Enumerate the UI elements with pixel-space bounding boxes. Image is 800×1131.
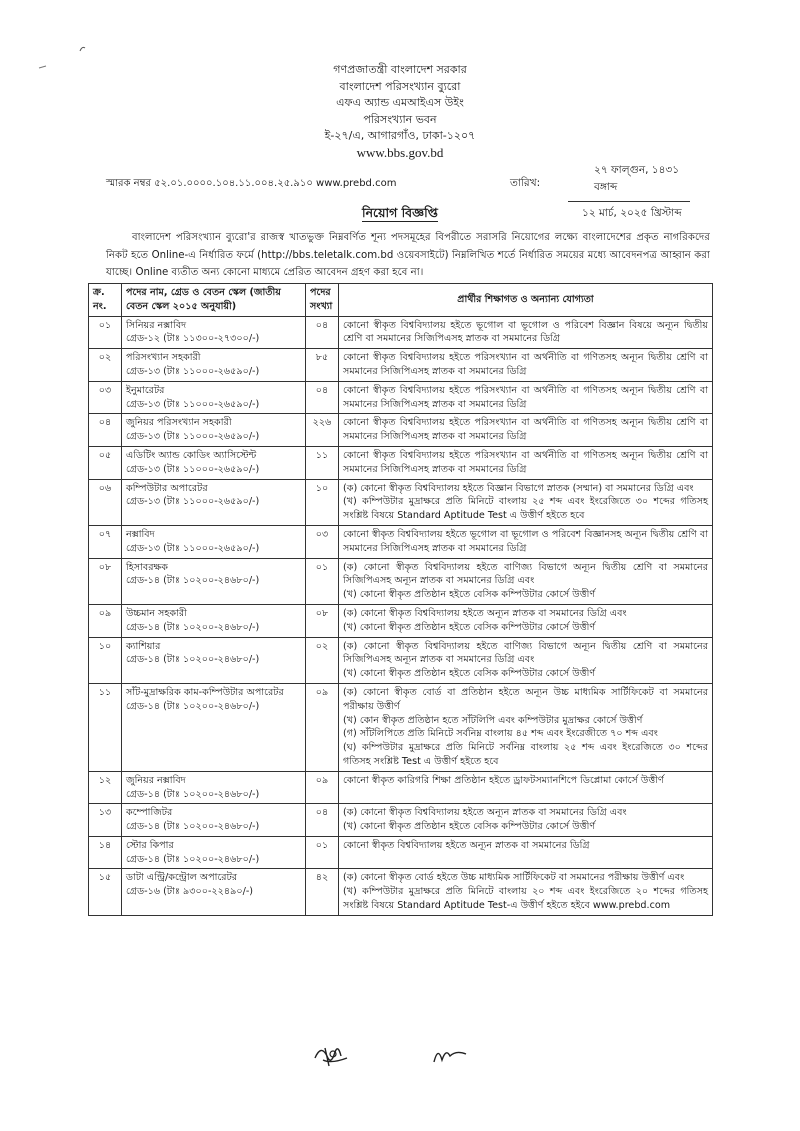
qualification-line: (ক) কোনো স্বীকৃত বিশ্ববিদ্যালয় হইতে বাণিজ্য বিভাগে অন্যূন দ্বিতীয় শ্রেণি বা সমমানের সিজিপিএসহ অন্যূন স্নাতক বা সমমানের ডিগ্রি এবং bbox=[343, 561, 708, 587]
qualification-line: (ক) কোনো স্বীকৃত বিশ্ববিদ্যালয় হইতে বাণিজ্য বিভাগে অন্যূন দ্বিতীয় শ্রেণি বা সমমানের সিজিপিএসহ অন্যূন স্নাতক বা সমমানের ডিগ্রি এবং bbox=[343, 640, 708, 666]
cell-serial: ০৮ bbox=[89, 558, 122, 604]
cell-serial: ০৯ bbox=[89, 604, 122, 637]
cell-post-count: ০১ bbox=[306, 836, 339, 869]
post-name: পরিসংখ্যান সহকারী bbox=[126, 352, 201, 364]
qualification-line: কোনো স্বীকৃত বিশ্ববিদ্যালয় হইতে পরিসংখ্যান বা অর্থনীতি বা গণিতসহ অন্যূন দ্বিতীয় শ্রেণি বা সমমানের সিজিপিএসহ স্নাতক বা সমমানের ডিগ্রি bbox=[343, 352, 708, 377]
post-grade: গ্রেড-১৩ (টাঃ ১১০০০-২৬৫৯০/-) bbox=[126, 365, 260, 377]
intro-paragraph: বাংলাদেশ পরিসংখ্যান ব্যুরো'র রাজস্ব খাতভুক্ত নিম্নবর্ণিত শূন্য পদসমূহের বিপরীতে সরাসরি নিয়োগের লক্ষ্যে বাংলাদেশের প্রকৃত নাগরিকদের নিকট হতে Online-এ নির্ধারিত ফর্মে (http://bbs.teletalk.com.bd ওয়েবসাইটে) নিম্নলিখিত শর্তে নির্ধারিত সময়ের মধ্যে আবেদনপত্র আহ্বান করা যাচ্ছে। Online ব্যতীত অন্য কোনো মাধ্যমে প্রেরিত আবেদন গ্রহণ করা হবে না। bbox=[106, 232, 710, 278]
cell-serial: ১০ bbox=[89, 637, 122, 683]
post-name: সিনিয়র নক্সাবিদ bbox=[126, 319, 187, 331]
vacancy-table-wrapper bbox=[88, 283, 712, 916]
post-grade: গ্রেড-১৪ (টাঃ ১০২০০-২৪৬৮০/-) bbox=[126, 575, 260, 587]
post-name: জুনিয়র নক্সাবিদ bbox=[126, 774, 186, 786]
memo-reference: স্মারক নম্বর ৫২.০১.০০০০.১০৪.১১.০০৪.২৫.৯১০ www.prebd.com bbox=[106, 178, 397, 189]
qualification-line: (খ) কম্পিউটার মুদ্রাক্ষরে প্রতি মিনিটে বাংলায় ২০ শব্দ এবং ইংরেজিতে ২০ শব্দের গতিসহ সংশ্লিষ্ট বিষয়ে Standard Aptitude Test-এ উত্তীর্ণ হইতে হইবে www.prebd.com bbox=[343, 886, 708, 912]
date-bengali: ২৭ ফাল্গুন, ১৪৩১ বঙ্গাব্দ bbox=[568, 163, 690, 202]
header-qualification: প্রার্থীর শিক্ষাগত ও অন্যান্য যোগ্যতা bbox=[339, 284, 713, 317]
post-grade: গ্রেড-১৩ (টাঃ ১১০০০-২৬৫৯০/-) bbox=[126, 398, 260, 410]
cell-post-count: ০৮ bbox=[306, 604, 339, 637]
cell-qualification bbox=[339, 414, 713, 447]
post-grade: গ্রেড-১৪ (টাঃ ১০২০০-২৪৬৮০/-) bbox=[126, 700, 260, 712]
cell-post-count: ০৯ bbox=[306, 771, 339, 804]
qualification-line: (খ) কম্পিউটার মুদ্রাক্ষরে প্রতি মিনিটে বাংলায় ২৫ শব্দ এবং ইংরেজিতে ৩০ শব্দের গতিসহ সংশ্লিষ্ট বিষয়ে Standard Aptitude Test এ উত্তীর্ণ হইতে হবে bbox=[343, 496, 708, 522]
date-gregorian: ১২ মার্চ, ২০২৫ খ্রিস্টাব্দ bbox=[582, 207, 682, 219]
table-row bbox=[89, 604, 713, 637]
post-name: হিসাবরক্ষক bbox=[126, 561, 169, 573]
cell-post-count: ১১ bbox=[306, 446, 339, 479]
qualification-line: (গ) সাঁটলিপিতে প্রতি মিনিটে সর্বনিম্ন বাংলায় ৪৫ শব্দ এবং ইংরেজীতে ৭০ শব্দ এবং bbox=[343, 728, 658, 740]
qualification-line: কোনো স্বীকৃত বিশ্ববিদ্যালয় হইতে পরিসংখ্যান বা অর্থনীতি বা গণিতসহ অন্যূন দ্বিতীয় শ্রেণি বা সমমানের সিজিপিএসহ স্নাতক বা সমমানের ডিগ্রি bbox=[343, 449, 708, 475]
table-row bbox=[89, 381, 713, 414]
post-name: জুনিয়র পরিসংখ্যান সহকারী bbox=[126, 417, 232, 429]
post-grade: গ্রেড-১৪ (টাঃ ১০২০০-২৪৬৮০/-) bbox=[126, 654, 260, 666]
cell-post bbox=[122, 558, 306, 604]
qualification-line: কোনো স্বীকৃত বিশ্ববিদ্যালয় হইতে অন্যূন স্নাতক বা সমমানের ডিগ্রি bbox=[343, 839, 590, 851]
cell-qualification bbox=[339, 479, 713, 525]
cell-serial: ১৪ bbox=[89, 836, 122, 869]
qualification-line: (খ) কোনো স্বীকৃত প্রতিষ্ঠান হইতে বেসিক কম্পিউটার কোর্সে উত্তীর্ণ bbox=[343, 589, 596, 601]
cell-post-count: ০৪ bbox=[306, 804, 339, 837]
table-row bbox=[89, 869, 713, 915]
qualification-line: কোনো স্বীকৃত বিশ্ববিদ্যালয় হইতে পরিসংখ্যান বা অর্থনীতি বা গণিতসহ অন্যূন দ্বিতীয় শ্রেণি বা সমমানের সিজিপিএসহ স্নাতক বা সমমানের ডিগ্রি bbox=[343, 384, 708, 410]
letterhead-line-address: ই-২৭/এ, আগারগাঁও, ঢাকা-১২০৭ bbox=[324, 129, 476, 143]
cell-serial: ১২ bbox=[89, 771, 122, 804]
post-grade: গ্রেড-১৪ (টাঃ ১০২০০-২৪৬৮০/-) bbox=[126, 788, 260, 800]
cell-post bbox=[122, 446, 306, 479]
post-name: ক্যাশিয়ার bbox=[126, 640, 161, 652]
notice-title-text: নিয়োগ বিজ্ঞপ্তি bbox=[362, 205, 438, 220]
table-row bbox=[89, 349, 713, 382]
qualification-line: (ঘ) কম্পিউটার মুদ্রাক্ষরে প্রতি মিনিটে সর্বনিম্ন বাংলায় ২৫ শব্দ এবং ইংরেজিতে ৩০ শব্দের গতিসহ সংশ্লিষ্ট Test এ উত্তীর্ণ হইতে হবে bbox=[343, 742, 708, 767]
cell-qualification bbox=[339, 316, 713, 349]
cell-post-count: ০২ bbox=[306, 637, 339, 683]
post-grade: গ্রেড-১৩ (টাঃ ১১০০০-২৬৫৯০/-) bbox=[126, 542, 260, 554]
cell-serial: ১১ bbox=[89, 683, 122, 771]
post-grade: গ্রেড-১৩ (টাঃ ১১০০০-২৬৫৯০/-) bbox=[126, 431, 260, 443]
table-row bbox=[89, 525, 713, 558]
qualification-line: (খ) কোনো স্বীকৃত প্রতিষ্ঠান হইতে বেসিক কম্পিউটার কোর্সে উত্তীর্ণ bbox=[343, 821, 596, 833]
qualification-line: (খ) কোনো স্বীকৃত প্রতিষ্ঠান হইতে বেসিক কম্পিউটার কোর্সে উত্তীর্ণ bbox=[343, 668, 596, 680]
qualification-line: কোনো স্বীকৃত বিশ্ববিদ্যালয় হইতে ভূগোল বা ভূগোল ও পরিবেশ বিজ্ঞান বিষয়ে অন্যূন দ্বিতীয় শ্রেণি বা সমমানের সিজিপিএসহ স্নাতক বা সমমানের ডিগ্রি bbox=[343, 319, 708, 345]
post-name: কম্পোজিটর bbox=[126, 807, 173, 819]
qualification-line: (খ) কোনো স্বীকৃত প্রতিষ্ঠান হইতে বেসিক কম্পিউটার কোর্সে উত্তীর্ণ bbox=[343, 621, 596, 633]
cell-qualification bbox=[339, 637, 713, 683]
cell-post bbox=[122, 479, 306, 525]
cell-qualification bbox=[339, 525, 713, 558]
cell-post-count: ০৩ bbox=[306, 525, 339, 558]
cell-serial: ০৩ bbox=[89, 381, 122, 414]
qualification-line: কোনো স্বীকৃত কারিগরি শিক্ষা প্রতিষ্ঠান হইতে ড্রাফটসম্যানশিপে ডিপ্লোমা কোর্সে উত্তীর্ণ bbox=[343, 774, 664, 786]
cell-post-count: ১০ bbox=[306, 479, 339, 525]
header-serial: ক্র. নং. bbox=[89, 284, 122, 317]
cell-qualification bbox=[339, 349, 713, 382]
cell-post bbox=[122, 525, 306, 558]
qualification-line: কোনো স্বীকৃত বিশ্ববিদ্যালয় হইতে ভূগোল বা ভূগোল ও পরিবেশ বিজ্ঞানসহ অন্যূন দ্বিতীয় শ্রেণি বা সমমানের সিজিপিএসহ স্নাতক বা সমমানের ডিগ্রি bbox=[343, 528, 708, 554]
post-name: সাঁট-মুদ্রাক্ষরিক কাম-কম্পিউটার অপারেটর bbox=[126, 686, 284, 698]
header-post-count: পদের সংখ্যা bbox=[306, 284, 339, 317]
cell-qualification bbox=[339, 771, 713, 804]
table-row bbox=[89, 637, 713, 683]
post-grade: গ্রেড-১৪ (টাঃ ১০২০০-২৪৬৮০/-) bbox=[126, 853, 260, 865]
letterhead-line-government: গণপ্রজাতন্ত্রী বাংলাদেশ সরকার bbox=[333, 63, 467, 76]
cell-post-count: ০৯ bbox=[306, 683, 339, 771]
cell-post bbox=[122, 869, 306, 915]
table-row bbox=[89, 316, 713, 349]
cell-post-count: ৮৫ bbox=[306, 349, 339, 382]
cell-post bbox=[122, 414, 306, 447]
post-grade: গ্রেড-১৬ (টাঃ ৯৩০০-২২৪৯০/-) bbox=[126, 886, 254, 898]
table-row bbox=[89, 771, 713, 804]
cell-post bbox=[122, 771, 306, 804]
post-grade: গ্রেড-১৪ (টাঃ ১০২০০-২৪৬৮০/-) bbox=[126, 621, 260, 633]
cell-serial: ১৫ bbox=[89, 869, 122, 915]
table-row bbox=[89, 446, 713, 479]
qualification-line: (ক) কোনো স্বীকৃত বিশ্ববিদ্যালয় হইতে অন্যূন স্নাতক বা সমমানের ডিগ্রি এবং bbox=[343, 807, 627, 819]
cell-post bbox=[122, 349, 306, 382]
cell-post-count: ২২৬ bbox=[306, 414, 339, 447]
cell-serial: ০১ bbox=[89, 316, 122, 349]
letterhead-line-wing: এফএ অ্যান্ড এমআইএস উইং bbox=[336, 96, 464, 110]
cell-post bbox=[122, 637, 306, 683]
cell-post bbox=[122, 683, 306, 771]
post-grade: গ্রেড-১৩ (টাঃ ১১০০০-২৬৫৯০/-) bbox=[126, 463, 260, 475]
header-post-name: পদের নাম, গ্রেড ও বেতন স্কেল (জাতীয় বেতন স্কেল ২০১৫ অনুযায়ী) bbox=[122, 284, 306, 317]
notice-title bbox=[0, 205, 800, 225]
table-row bbox=[89, 836, 713, 869]
cell-serial: ০৪ bbox=[89, 414, 122, 447]
signature-mark bbox=[311, 1040, 353, 1070]
table-row bbox=[89, 683, 713, 771]
post-name: স্টোর কিপার bbox=[126, 839, 174, 851]
letterhead bbox=[0, 62, 800, 162]
cell-qualification bbox=[339, 446, 713, 479]
post-name: উচ্চমান সহকারী bbox=[126, 607, 187, 619]
cell-qualification bbox=[339, 804, 713, 837]
cell-qualification bbox=[339, 604, 713, 637]
post-grade: গ্রেড-১৪ (টাঃ ১০২০০-২৪৬৮০/-) bbox=[126, 821, 260, 833]
cell-post bbox=[122, 316, 306, 349]
cell-qualification bbox=[339, 558, 713, 604]
cell-post-count: ৪২ bbox=[306, 869, 339, 915]
cell-post-count: ০৪ bbox=[306, 381, 339, 414]
cell-qualification bbox=[339, 683, 713, 771]
cell-serial: ০৬ bbox=[89, 479, 122, 525]
cell-post bbox=[122, 804, 306, 837]
letterhead-line-building: পরিসংখ্যান ভবন bbox=[363, 112, 437, 126]
cell-qualification bbox=[339, 836, 713, 869]
qualification-line: কোনো স্বীকৃত বিশ্ববিদ্যালয় হইতে পরিসংখ্যান বা অর্থনীতি বা গণিতসহ অন্যূন দ্বিতীয় শ্রেণি বা সমমানের সিজিপিএসহ স্নাতক বা সমমানের ডিগ্রি bbox=[343, 417, 708, 443]
ink-dot-mark bbox=[79, 45, 87, 53]
cell-serial: ০২ bbox=[89, 349, 122, 382]
cell-qualification bbox=[339, 869, 713, 915]
cell-qualification bbox=[339, 381, 713, 414]
initials-mark bbox=[430, 1040, 470, 1066]
table-body bbox=[89, 316, 713, 915]
cell-serial: ০৫ bbox=[89, 446, 122, 479]
cell-post bbox=[122, 604, 306, 637]
table-row bbox=[89, 804, 713, 837]
post-grade: গ্রেড-১৩ (টাঃ ১১০০০-২৬৫৯০/-) bbox=[126, 496, 260, 508]
post-name: নক্সাবিদ bbox=[126, 528, 155, 540]
table-row bbox=[89, 558, 713, 604]
qualification-line: (ক) কোনো স্বীকৃত বোর্ড বা প্রতিষ্ঠান হইতে অন্যূন উচ্চ মাধ্যমিক সার্টিফিকেট বা সমমানের পরীক্ষায় উত্তীর্ণ bbox=[343, 686, 708, 712]
post-name: এডিটিং অ্যান্ড কোডিং অ্যাসিস্টেন্ট bbox=[126, 449, 257, 461]
table-header-row bbox=[89, 284, 713, 317]
table-row bbox=[89, 479, 713, 525]
cell-post bbox=[122, 836, 306, 869]
cell-serial: ০৭ bbox=[89, 525, 122, 558]
cell-post bbox=[122, 381, 306, 414]
letterhead-line-bureau: বাংলাদেশ পরিসংখ্যান ব্যুরো bbox=[339, 79, 461, 93]
letterhead-website: www.bbs.gov.bd bbox=[356, 144, 444, 160]
qualification-line: (ক) কোনো স্বীকৃত বিশ্ববিদ্যালয় হইতে বিজ্ঞান বিভাগে স্নাতক (সম্মান) বা সমমানের ডিগ্রি এবং bbox=[343, 482, 694, 494]
post-grade: গ্রেড-১২ (টাঃ ১১৩০০-২৭৩০০/-) bbox=[126, 333, 260, 345]
post-name: ডাটা এন্ট্রি/কন্ট্রোল অপারেটর bbox=[126, 872, 238, 884]
cell-serial: ১৩ bbox=[89, 804, 122, 837]
qualification-line: (খ) কোন স্বীকৃত প্রতিষ্ঠান হতে সাঁটলিপি এবং কম্পিউটার মুদ্রাক্ষর কোর্সে উত্তীর্ণ bbox=[343, 714, 643, 726]
table-row bbox=[89, 414, 713, 447]
cell-post-count: ০১ bbox=[306, 558, 339, 604]
qualification-line: (ক) কোনো স্বীকৃত বোর্ড হইতে উচ্চ মাধ্যমিক সার্টিফিকেট বা সমমানের পরীক্ষায় উত্তীর্ণ এবং bbox=[343, 872, 685, 884]
date-label: তারিখ: bbox=[510, 177, 541, 189]
qualification-line: (ক) কোনো স্বীকৃত বিশ্ববিদ্যালয় হইতে অন্যূন স্নাতক বা সমমানের ডিগ্রি এবং bbox=[343, 607, 627, 619]
post-name: কম্পিউটার অপারেটর bbox=[126, 482, 208, 494]
vacancy-table bbox=[88, 283, 713, 916]
post-name: ইনুমারেটর bbox=[126, 384, 165, 396]
cell-post-count: ০৪ bbox=[306, 316, 339, 349]
